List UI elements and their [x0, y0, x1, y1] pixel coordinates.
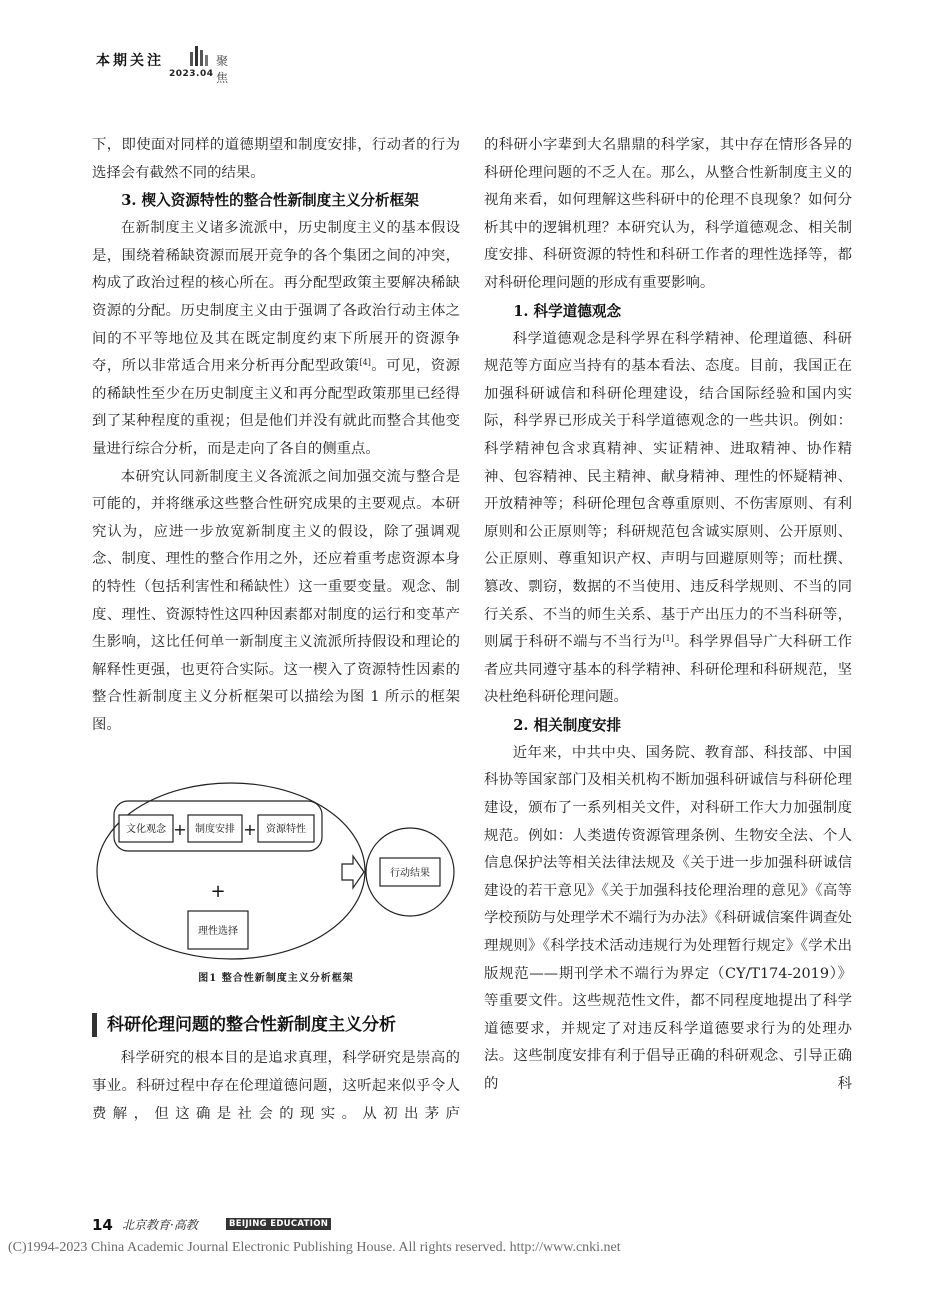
citation-4: [4]	[359, 358, 371, 368]
left-column	[92, 132, 460, 1128]
left-paragraph-2-part-b: 。可见，资源的稀缺性至少在历史制度主义和再分配型政策那里已经得到了某种程度的重视；但是他们并没有就此而整合其他变量进行综合分析，而是走向了各自的侧重点。	[92, 358, 460, 457]
page-footer	[92, 1215, 329, 1234]
header-section-label: 本期关注	[96, 53, 164, 69]
hollow-arrow	[342, 856, 364, 888]
figure-caption: 图1 整合性新制度主义分析框架	[198, 973, 354, 985]
left-paragraph-2	[92, 215, 460, 463]
plus-1: +	[173, 820, 187, 840]
header-date: 2023.04	[169, 69, 214, 79]
right-paragraph-3: 近年来，中共中央、国务院、教育部、科技部、中国科协等国家部门及相关机构不断加强科研诚信与科研伦理建设，颁布了一系列相关文件，对科研工作大力加强制度规范。例如：人类遗传资源管理条例、生物安全法、个人信息保护法等相关法律法规及《关于进一步加强科研诚信建设的若干意见》《关于加强科技伦理治理的意见》《高等学校预防与处理学术不端行为办法》《科研诚信案件调查处理规则》《科学技术活动违规行为处理暂行规定》《学术出版规范——期刊学术不端行为界定（CY/T174-2019）》等重要文件。这些规范性文件，都不同程度地提出了科学道德要求，并规定了对违反科学道德要求行为的处理办法。这些制度安排有利于倡导正确的科研观念、引导正确的科	[484, 744, 852, 1092]
plus-3: +	[210, 881, 226, 903]
left-paragraph-4: 科学研究的根本目的是追求真理，科学研究是崇高的事业。科研过程中存在伦理道德问题，这听起来似乎令人费解，但这确是社会的现实。从初出茅庐	[92, 1050, 460, 1122]
box-institution-label: 制度安排	[195, 824, 235, 836]
box-resource-label: 资源特性	[266, 824, 306, 836]
subheading-3: 3. 楔入资源特性的整合性新制度主义分析框架	[121, 192, 419, 210]
left-paragraph-1: 下，即使面对同样的道德期望和制度安排，行动者的行为选择会有截然不同的结果。	[92, 137, 460, 181]
subheading-2: 2. 相关制度安排	[513, 716, 622, 734]
copyright-line: (C)1994-2023 China Academic Journal Electronic Publishing House. All rights reserved. http://www.cnki.net	[8, 1240, 621, 1255]
building-logo-icon	[188, 42, 210, 68]
right-paragraph-2	[484, 326, 852, 712]
subheading-1: 1. 科学道德观念	[513, 302, 622, 320]
journal-brand: 北京教育·高教	[122, 1218, 198, 1232]
right-paragraph-2-part-a: 科学道德观念是科学界在科学精神、伦理道德、科研规范等方面应当持有的基本看法、态度。目前，我国正在加强科研诚信和科研伦理建设，结合国际经验和国内实际，科学界已形成关于科学道德观念的一些共识。例如：科学精神包含求真精神、实证精神、进取精神、协作精神、包容精神、民主精神、献身精神、理性的怀疑精神、开放精神等；科研伦理包含尊重原则、不伤害原则、有利原则和公正原则等；科研规范包含诚实原则、公开原则、公正原则、尊重知识产权、声明与回避原则等；而杜撰、篡改、剽窃，数据的不当使用、违反科学规则、不当的同行关系、不当的师生关系、基于产出压力的不当科研等，则属于科研不端与不当行为	[484, 330, 852, 651]
section-title: 科研伦理问题的整合性新制度主义分析	[92, 1013, 460, 1037]
journal-brand-en: BEIJING EDUCATION	[226, 1218, 331, 1230]
framework-figure	[92, 761, 460, 961]
right-paragraph-1: 的科研小字辈到大名鼎鼎的科学家，其中存在情形各异的科研伦理问题的不乏人在。那么，从整合性新制度主义的视角来看，如何理解这些科研中的伦理不良现象？如何分析其中的逻辑机理？本研究认为，科学道德观念、相关制度安排、科研资源的特性和科研工作者的理性选择等，都对科研伦理问题的形成有重要影响。	[484, 137, 852, 291]
header-column-label: 聚焦	[216, 54, 233, 85]
box-rational-label: 理性选择	[198, 926, 238, 938]
citation-1: [1]	[662, 634, 674, 644]
page-header	[96, 50, 233, 85]
box-result-label: 行动结果	[390, 868, 430, 880]
page-number: 14	[92, 1216, 113, 1234]
left-paragraph-3: 本研究认同新制度主义各流派之间加强交流与整合是可能的，并将继承这些整合性研究成果的主要观点。本研究认为，应进一步放宽新制度主义的假设，除了强调观念、制度、理性的整合作用之外，还应着重考虑资源本身的特性（包括利害性和稀缺性）这一重要变量。观念、制度、理性、资源特性这四种因素都对制度的运行和变革产生影响，这比任何单一新制度主义流派所持假设和理论的解释性更强，也更符合实际。这一楔入了资源特性因素的整合性新制度主义分析框架可以描绘为图 1 所示的框架图。	[92, 468, 460, 733]
right-column	[484, 132, 852, 1099]
right-paragraph-2-part-b: 。科学界倡导广大科研工作者应共同遵守基本的科学精神、科研伦理和科研规范，坚决杜绝科研伦理问题。	[484, 634, 852, 706]
plus-2: +	[243, 820, 257, 840]
left-paragraph-2-part-a: 在新制度主义诸多流派中，历史制度主义的基本假设是，围绕着稀缺资源而展开竞争的各个集团之间的冲突，构成了政治过程的核心所在。再分配型政策主要解决稀缺资源的分配。历史制度主义由于强调了各政治行动主体之间的不平等地位及其在既定制度约束下所展开的资源争夺，所以非常适合用来分析再分配型政策	[92, 220, 460, 375]
box-culture-label: 文化观念	[126, 824, 166, 836]
framework-diagram	[92, 761, 460, 961]
